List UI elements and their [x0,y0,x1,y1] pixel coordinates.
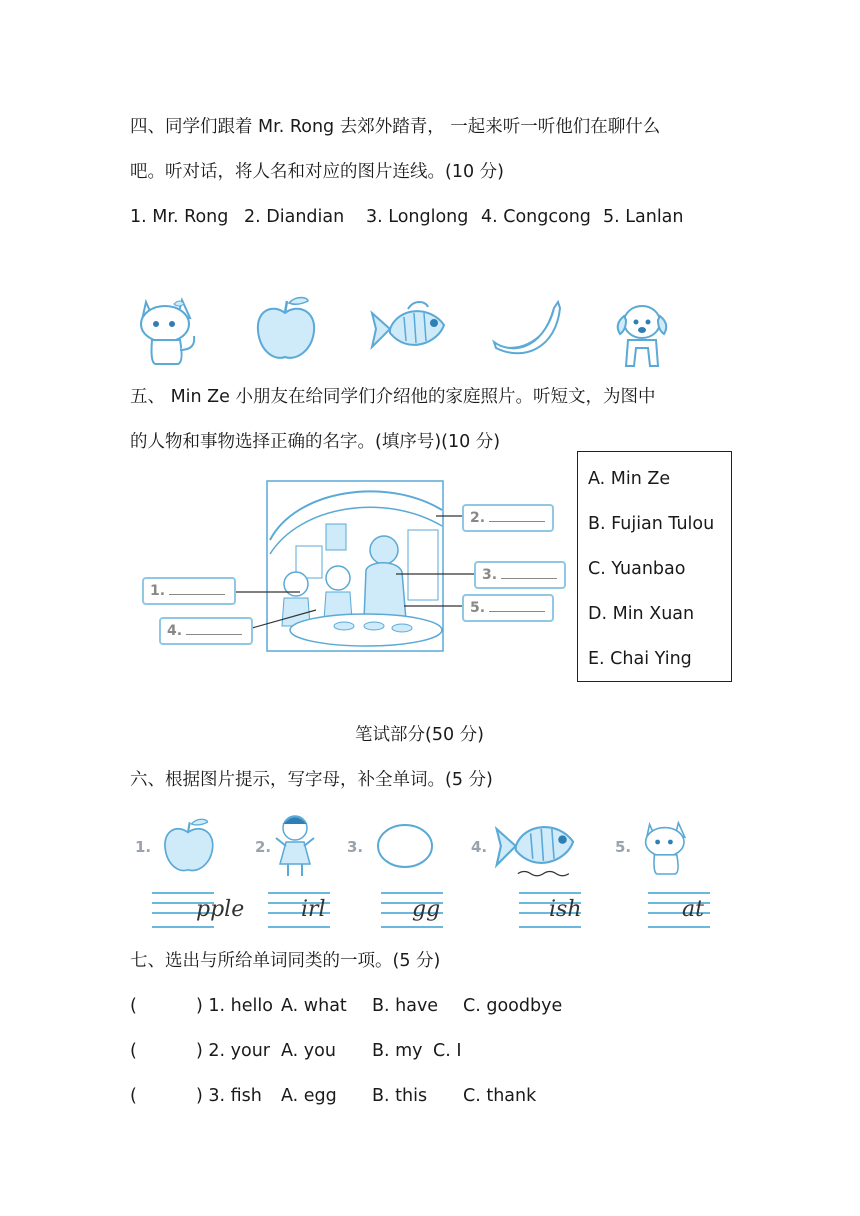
callout-lines [236,510,476,640]
section5-line2: 的人物和事物选择正确的名字。(填序号)(10 分) [130,432,501,452]
name-4: 4. Congcong [481,207,591,227]
callout-4-blank[interactable] [186,622,242,635]
callout-5 [462,594,554,622]
row3-option-b: B. this [372,1086,428,1106]
name-1: 1. Mr. Rong [130,207,229,227]
word-2: irl [301,897,326,922]
section5-line1: 五、 Min Ze 小朋友在给同学们介绍他的家庭照片。听短文，为图中 [130,387,656,407]
cat-icon [640,812,696,880]
apple-icon [160,815,216,877]
callout-5-number: 5. [470,600,486,616]
option-c: C. Yuanbao [588,559,686,579]
word-1: pple [196,897,245,922]
callout-1-blank[interactable] [169,582,225,595]
apple-icon [252,293,318,365]
word-4: ish [549,897,582,922]
item6-3-number: 3. [347,838,364,856]
row2-question: ) 2. your [196,1041,270,1061]
name-5: 5. Lanlan [603,207,684,227]
section4-line1: 四、同学们跟着 Mr. Rong 去郊外踏青， 一起来听一听他们在聊什么 [130,117,661,137]
row3-open-paren: ( [130,1086,137,1106]
row3-option-a: A. egg [281,1086,337,1106]
word-5: at [682,897,704,922]
callout-3-number: 3. [482,567,498,583]
section6-title: 六、根据图片提示，写字母，补全单词。(5 分) [130,770,493,790]
item6-2-number: 2. [255,838,272,856]
row2-option-b: B. my [372,1041,423,1061]
row2-option-a: A. you [281,1041,336,1061]
item6-5-number: 5. [615,838,632,856]
callout-3-blank[interactable] [501,566,557,579]
egg-icon [376,822,434,870]
fish-icon [368,297,452,361]
written-part-title: 笔试部分(50 分) [355,725,484,745]
callout-1-number: 1. [150,583,166,599]
item6-4-number: 4. [471,838,488,856]
answer-options-box [577,451,732,682]
item6-1-number: 1. [135,838,152,856]
callout-1 [142,577,236,605]
row2-option-c: C. I [433,1041,462,1061]
row3-option-c: C. thank [463,1086,537,1106]
name-2: 2. Diandian [244,207,345,227]
row1-option-c: C. goodbye [463,996,563,1016]
callout-3 [474,561,566,589]
banana-icon [490,298,562,360]
option-a: A. Min Ze [588,469,671,489]
section7-title: 七、选出与所给单词同类的一项。(5 分) [130,951,441,971]
callout-4-number: 4. [167,623,183,639]
option-d: D. Min Xuan [588,604,695,624]
cat-icon [134,290,204,368]
option-e: E. Chai Ying [588,649,692,669]
callout-2-blank[interactable] [489,509,545,522]
callout-2 [462,504,554,532]
row1-option-a: A. what [281,996,347,1016]
fish-icon [492,812,582,880]
word-3: gg [412,897,441,922]
row3-question: ) 3. fish [196,1086,262,1106]
row1-question: ) 1. hello [196,996,273,1016]
row2-open-paren: ( [130,1041,137,1061]
callout-2-number: 2. [470,510,486,526]
callout-5-blank[interactable] [489,599,545,612]
row1-option-b: B. have [372,996,439,1016]
row1-open-paren: ( [130,996,137,1016]
name-3: 3. Longlong [366,207,469,227]
girl-icon [272,810,318,880]
section4-line2: 吧。听对话，将人名和对应的图片连线。(10 分) [130,162,504,182]
option-b: B. Fujian Tulou [588,514,715,534]
callout-4 [159,617,253,645]
dog-icon [612,300,674,370]
